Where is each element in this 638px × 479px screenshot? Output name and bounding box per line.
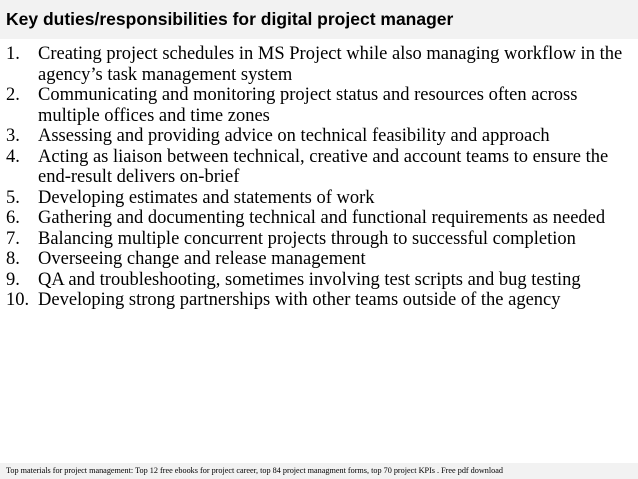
list-item — [0, 147, 632, 188]
list-item — [0, 270, 632, 291]
list-item-text: Assessing and providing advice on technical feasibility and approach — [38, 126, 550, 146]
list-item-number: 4. — [6, 146, 20, 167]
list-item — [0, 229, 632, 250]
footer-text: Top materials for project management: Top 12 free ebooks for project career, top 84 project managment forms, top 70 project KPIs . Free pdf download — [6, 466, 503, 475]
list-item — [0, 290, 632, 311]
list-item-text: Gathering and documenting technical and functional requirements as needed — [38, 208, 606, 228]
list-item — [0, 208, 632, 229]
duties-list — [0, 44, 632, 311]
list-item-number: 7. — [6, 228, 20, 249]
list-item-number: 6. — [6, 208, 20, 228]
list-item — [0, 126, 632, 147]
list-item-number: 8. — [6, 249, 20, 269]
list-item-text: Overseeing change and release management — [38, 249, 366, 269]
list-item-text: Balancing multiple concurrent projects through to successful completion — [38, 228, 576, 249]
list-item-number: 5. — [6, 187, 20, 208]
list-item-text: Creating project schedules in MS Project while also managing workflow in the agency’s task management system — [38, 44, 623, 85]
list-item-number: 10. — [6, 290, 30, 310]
list-item-number: 9. — [6, 269, 20, 290]
list-item-number: 1. — [6, 44, 20, 64]
list-item — [0, 249, 632, 270]
page-title: Key duties/responsibilities for digital project manager — [6, 9, 454, 29]
list-item-text: Developing estimates and statements of work — [38, 187, 375, 208]
list-item — [0, 188, 632, 209]
list-item-text: QA and troubleshooting, sometimes involving test scripts and bug testing — [38, 269, 581, 290]
list-item-number: 3. — [6, 126, 20, 146]
list-item — [0, 85, 632, 126]
list-item-text: Acting as liaison between technical, creative and account teams to ensure the end-result delivers on-brief — [38, 146, 609, 187]
list-item-text: Communicating and monitoring project status and resources often across multiple offices and time zones — [38, 85, 578, 126]
list-item-number: 2. — [6, 85, 20, 105]
list-item-text: Developing strong partnerships with other teams outside of the agency — [38, 290, 561, 310]
list-item — [0, 44, 632, 85]
footer-bar — [0, 463, 638, 479]
title-bar — [0, 0, 638, 39]
